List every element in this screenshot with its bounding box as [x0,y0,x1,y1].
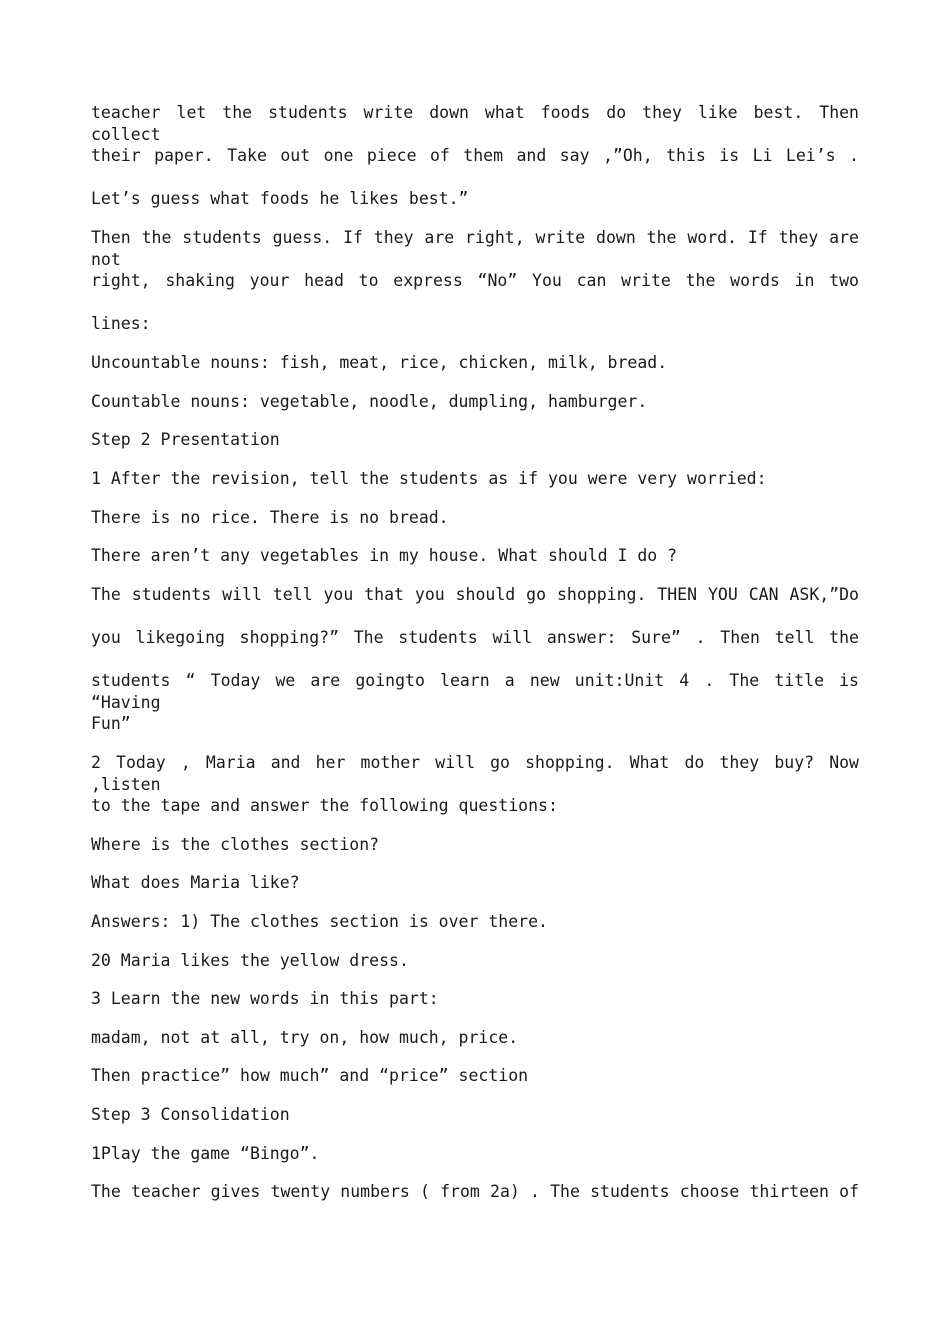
text-line: right, shaking your head to express “No” You can write the words in two [91,271,859,290]
text-line: Countable nouns: vegetable, noodle, dumpling, hamburger. [91,392,648,411]
text-line: Then practice” how much” and “price” section [91,1066,529,1085]
text-line: students “ Today we are goingto learn a new unit:Unit 4 . The title is “Having [91,671,859,712]
text-line: Let’s guess what foods he likes best.” [91,189,469,208]
text-line: 1Play the game “Bingo”. [91,1144,320,1163]
text-line: The teacher gives twenty numbers ( from 2a) . The students choose thirteen of [91,1182,859,1201]
text-line: Uncountable nouns: fish, meat, rice, chicken, milk, bread. [91,353,668,372]
text-line: lines: [91,314,151,333]
text-line: What does Maria like? [91,873,300,892]
text-line: 20 Maria likes the yellow dress. [91,951,409,970]
text-line: madam, not at all, try on, how much, price. [91,1028,519,1047]
text-line: There aren’t any vegetables in my house. What should I do ? [91,546,678,565]
text-line: Answers: 1) The clothes section is over there. [91,912,548,931]
text-line: Where is the clothes section? [91,835,380,854]
text-line: There is no rice. There is no bread. [91,508,449,527]
text-line: their paper. Take out one piece of them and say ,”Oh, this is Li Lei’s . [91,146,859,165]
text-line: teacher let the students write down what foods do they like best. Then collect [91,103,859,144]
document-page [91,0,859,1344]
text-line: to the tape and answer the following questions: [91,796,558,815]
text-line: Then the students guess. If they are right, write down the word. If they are not [91,228,859,269]
text-line: 3 Learn the new words in this part: [91,989,439,1008]
section-heading: Step 3 Consolidation [91,1105,290,1124]
text-line: 1 After the revision, tell the students as if you were very worried: [91,469,767,488]
section-heading: Step 2 Presentation [91,430,280,449]
text-line: you likegoing shopping?” The students will answer: Sure” . Then tell the [91,628,859,647]
text-line: Fun” [91,714,131,733]
text-line: 2 Today , Maria and her mother will go shopping. What do they buy? Now ,listen [91,753,859,794]
text-line: The students will tell you that you should go shopping. THEN YOU CAN ASK,”Do [91,585,859,604]
